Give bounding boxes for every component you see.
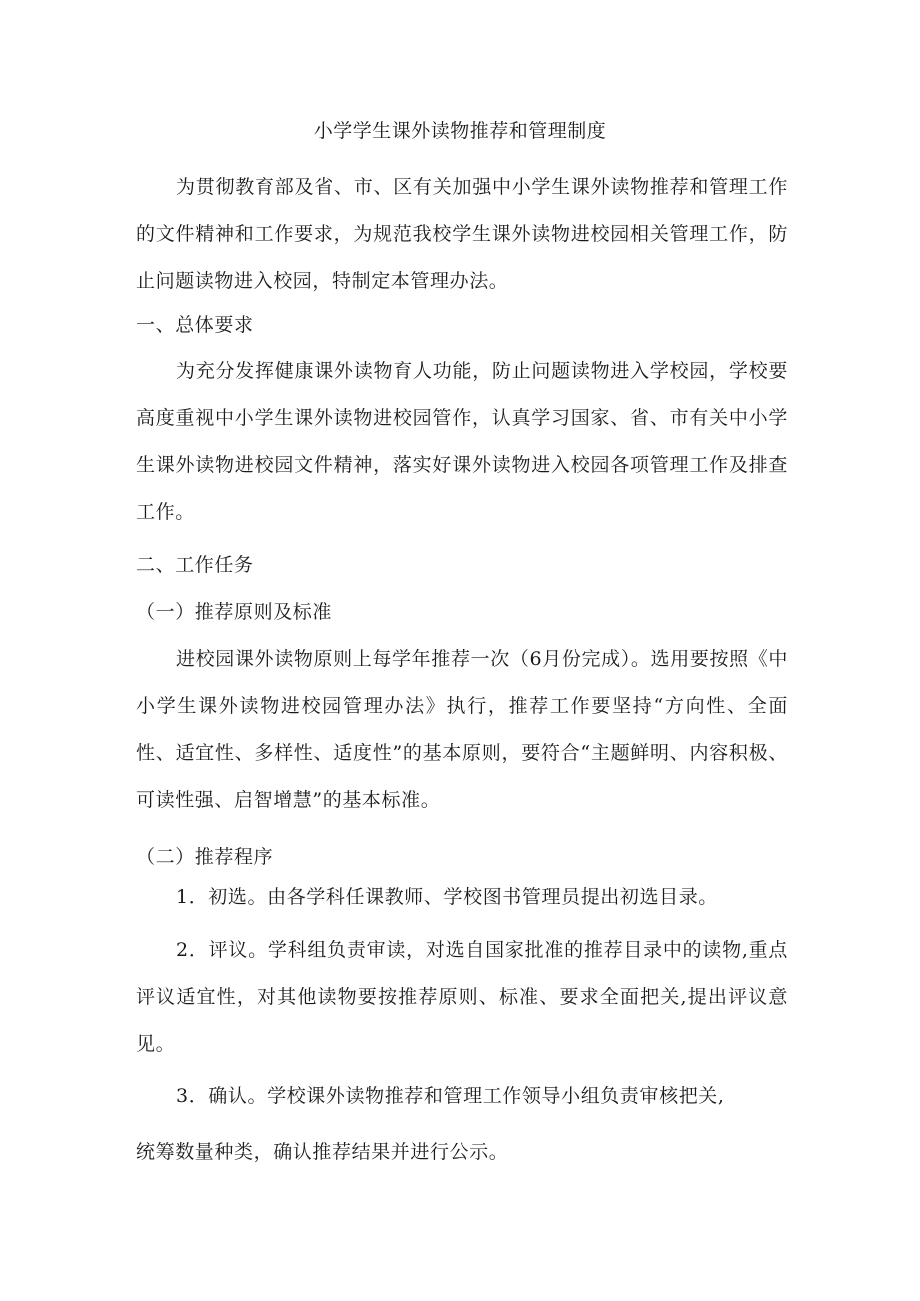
subsection-heading-principles: （一）推荐原则及标准 [136, 601, 333, 623]
procedure-item-initial-selection: 1．初选。由各学科任课教师、学校图书管理员提出初选目录。 [176, 886, 718, 908]
procedure-item-confirmation-line1: 3．确认。学校课外读物推荐和管理工作领导小组负责审核把关, [176, 1085, 725, 1107]
section-heading-work-tasks: 二、工作任务 [136, 554, 254, 576]
overall-requirements-paragraph: 为充分发挥健康课外读物育人功能，防止问题读物进入学校园，学校要高度重视中小学生课外读物进校园管作，认真学习国家、省、市有关中小学生课外读物进校园文件精神，落实好课外读物进入校园各项管理工作及排查工作。 [136, 360, 788, 523]
procedure-item-review: 2．评议。学科组负责审读，对选自国家批准的推荐目录中的读物,重点评议适宜性，对其他读物要按推荐原则、标准、要求全面把关,提出评议意见。 [136, 939, 788, 1055]
intro-paragraph: 为贯彻教育部及省、市、区有关加强中小学生课外读物推荐和管理工作的文件精神和工作要求，为规范我校学生课外读物进校园相关管理工作，防止问题读物进入校园，特制定本管理办法。 [136, 176, 788, 292]
document-title: 小学学生课外读物推荐和管理制度 [313, 120, 607, 142]
principles-paragraph: 进校园课外读物原则上每学年推荐一次（6月份完成）。选用要按照《中小学生课外读物进校园管理办法》执行，推荐工作要坚持“方向性、全面性、适宜性、多样性、适度性”的基本原则，要符合“主题鲜明、内容积极、可读性强、启智增慧”的基本标准。 [136, 648, 788, 811]
section-heading-overall-requirements: 一、总体要求 [136, 314, 254, 336]
procedure-item-confirmation-line2: 统筹数量种类，确认推荐结果并进行公示。 [136, 1141, 509, 1163]
subsection-heading-procedure: （二）推荐程序 [136, 846, 274, 868]
